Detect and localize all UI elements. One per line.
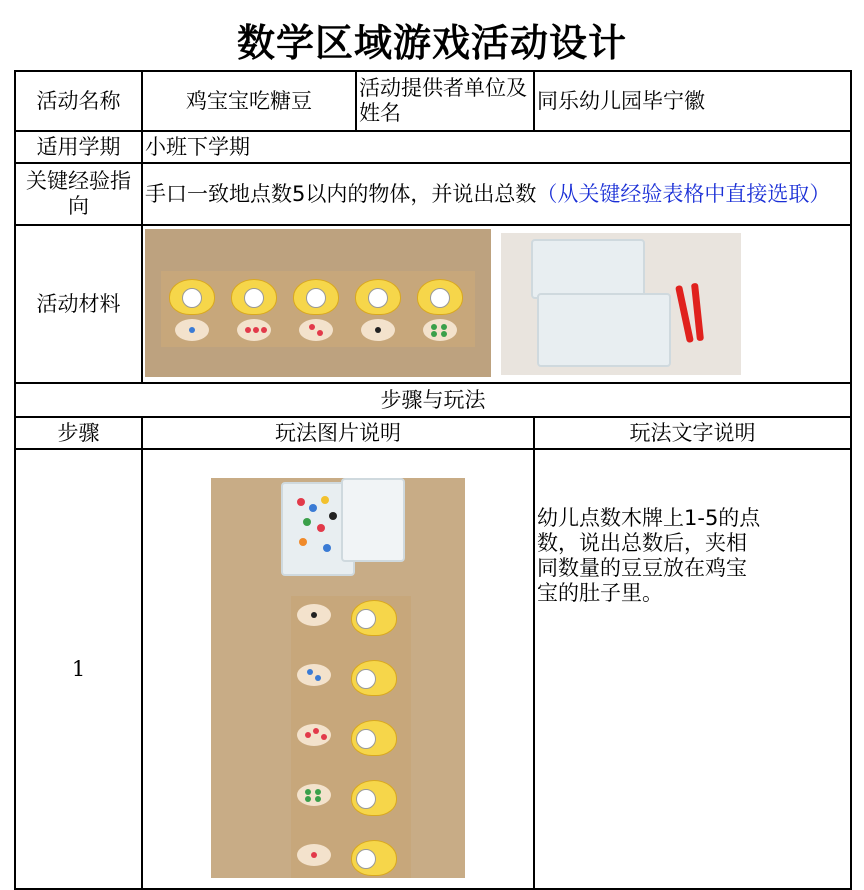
name-value: 鸡宝宝吃糖豆 xyxy=(142,71,356,131)
materials-photos xyxy=(142,225,851,383)
chick-icon xyxy=(355,279,401,315)
activity-table xyxy=(14,70,852,890)
term-label: 适用学期 xyxy=(15,131,142,163)
chick-icon xyxy=(293,279,339,315)
materials-label: 活动材料 xyxy=(15,225,142,383)
step-number: 1 xyxy=(15,449,142,889)
column-header-picture: 玩法图片说明 xyxy=(142,417,534,449)
page-title: 数学区域游戏活动设计 xyxy=(236,21,627,65)
key-experience-value xyxy=(142,163,851,225)
chick-icon xyxy=(169,279,215,315)
name-label: 活动名称 xyxy=(15,71,142,131)
provider-label: 活动提供者单位及姓名 xyxy=(356,71,534,131)
column-header-step: 步骤 xyxy=(15,417,142,449)
column-header-text: 玩法文字说明 xyxy=(534,417,851,449)
key-experience-note: （从关键经验表格中直接选取） xyxy=(536,181,831,206)
beads-box-photo xyxy=(501,233,741,375)
step-description: 幼儿点数木牌上1-5的点数，说出总数后，夹相同数量的豆豆放在鸡宝宝的肚子里。 xyxy=(537,506,761,605)
chick-icon xyxy=(351,600,397,636)
chick-icon xyxy=(351,840,397,876)
step-picture-cell xyxy=(142,449,534,889)
term-value: 小班下学期 xyxy=(142,131,851,163)
provider-value: 同乐幼儿园毕宁徽 xyxy=(534,71,851,131)
chick-icon xyxy=(417,279,463,315)
key-experience-label: 关键经验指向 xyxy=(15,163,142,225)
chick-icon xyxy=(351,660,397,696)
chick-board-photo xyxy=(145,229,491,377)
chick-icon xyxy=(351,780,397,816)
key-experience-text: 手口一致地点数5以内的物体，并说出总数 xyxy=(145,181,537,206)
step-text-cell xyxy=(534,449,851,889)
section-title: 步骤与玩法 xyxy=(15,383,851,417)
chick-icon xyxy=(231,279,277,315)
step-photo xyxy=(211,478,465,878)
chick-icon xyxy=(351,720,397,756)
